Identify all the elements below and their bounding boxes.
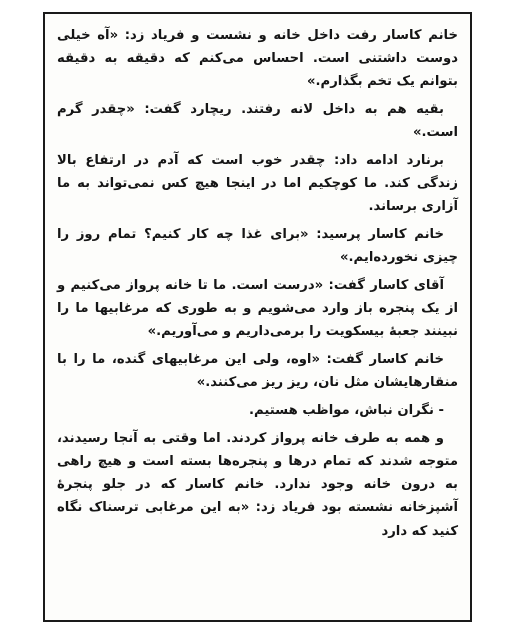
- paragraph-3: برنارد ادامه داد: چقدر خوب است که آدم در ارتفاع بالا زندگی کند. ما کوچکیم اما در اینجا هیچ کس نمی‌تواند به ما آزاری برساند.: [57, 153, 458, 215]
- paragraph-1: خانم کاسار رفت داخل خانه و نشست و فریاد زد: «آه خیلی دوست داشتنی است. احساس می‌کنم که دقیقه به دقیقه بتوانم یک تخم بگذارم.»: [57, 28, 458, 90]
- story-text: [57, 24, 458, 547]
- paragraph-4: خانم کاسار پرسید: «برای غذا چه کار کنیم؟ تمام روز را چیزی نخورده‌ایم.»: [57, 227, 458, 266]
- paragraph-5: آقای کاسار گفت: «درست است. ما تا خانه پرواز می‌کنیم و از یک پنجره باز وارد می‌شویم و به طوری که مرغابیها ما را نبینند جعبهٔ بیسکویت را برمی‌داریم و می‌آوریم.»: [57, 278, 458, 340]
- paragraph-8: و همه به طرف خانه پرواز کردند. اما وقتی به آنجا رسیدند، متوجه شدند که تمام درها و پنجره‌ها بسته است و هیچ راهی به درون خانه وجود ندارد. خانم کاسار که در جلو پنجرهٔ آشپزخانه نشسته بود فریاد زد: «به این مرغابی ترسناک نگاه کنید که دارد: [57, 430, 458, 539]
- paragraph-7: - نگران نباش، مواظب هستیم.: [249, 403, 444, 419]
- paragraph-2: بقیه هم به داخل لانه رفتند. ریچارد گفت: «چقدر گرم است.»: [57, 102, 458, 141]
- text-frame: [43, 12, 472, 622]
- paragraph-6: خانم کاسار گفت: «اوه، ولی این مرغابیهای گنده، ما را با منقارهایشان مثل نان، ریز ریز می‌کنند.»: [57, 352, 458, 391]
